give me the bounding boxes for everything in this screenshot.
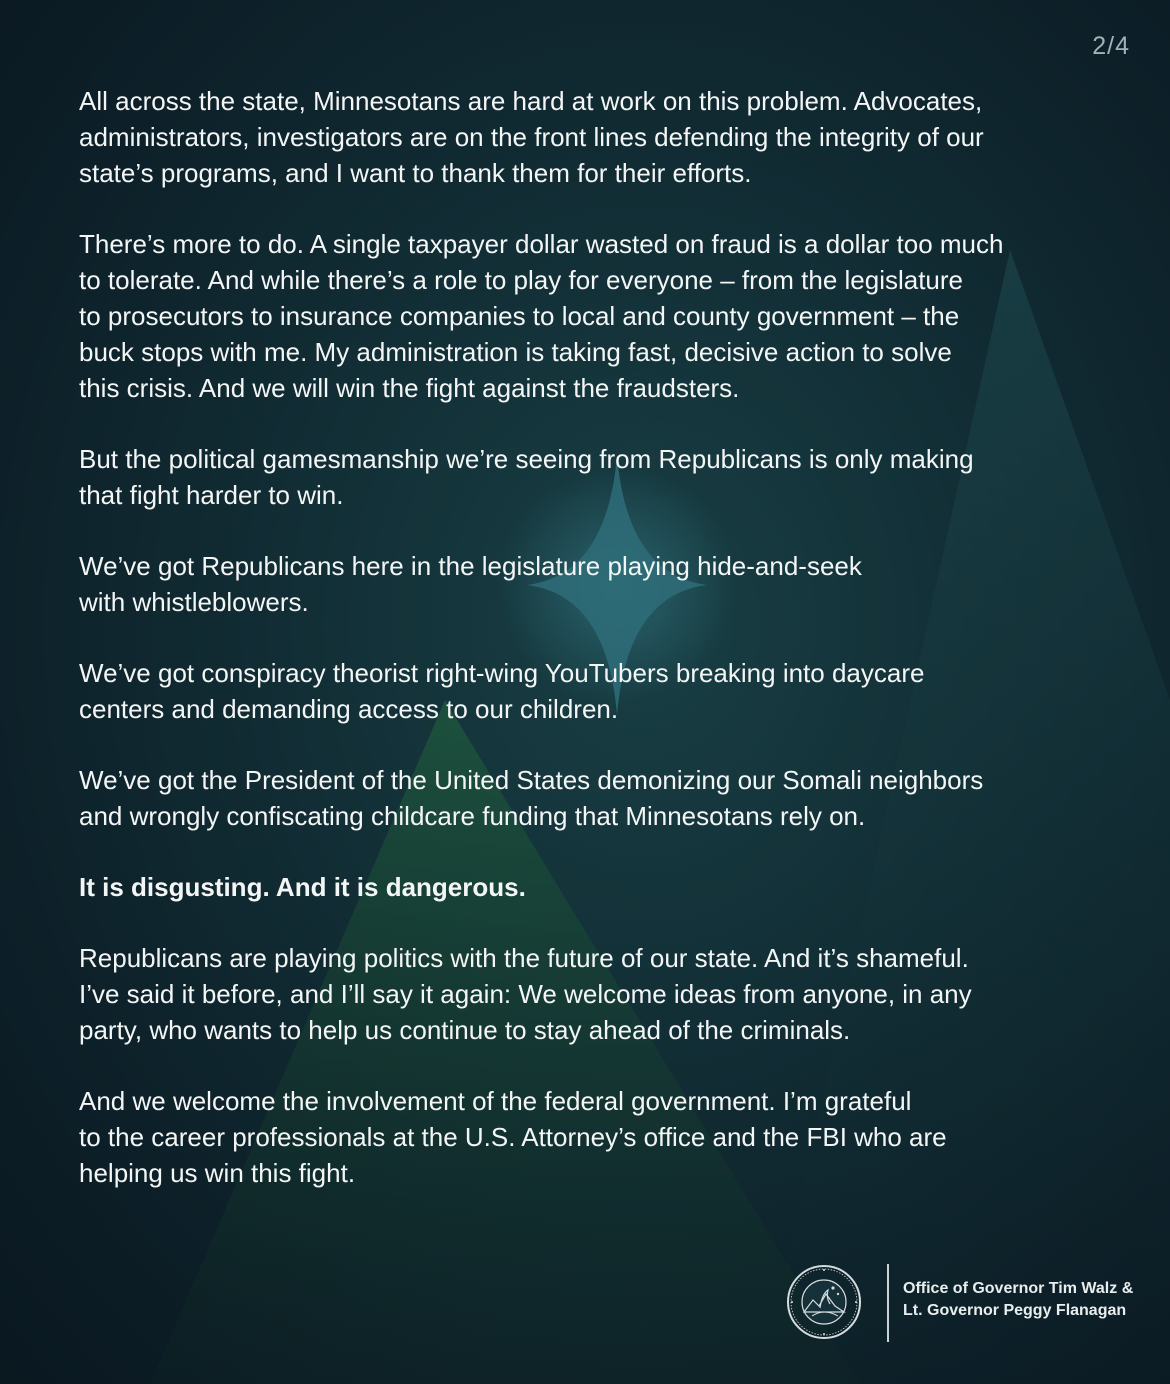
paragraph: We’ve got conspiracy theorist right-wing YouTubers breaking into daycare centers and demanding access to our children.: [79, 658, 925, 724]
paragraph: All across the state, Minnesotans are hard at work on this problem. Advocates, administrators, investigators are on the front lines defending the integrity of our state’s programs, and I want to thank them for their efforts.: [79, 86, 984, 188]
paragraph: There’s more to do. A single taxpayer dollar wasted on fraud is a dollar too much to tolerate. And while there’s a role to play for everyone – from the legislature to prosecutors to insurance companies to local and county government – the buck stops with me. My administration is taking fast, decisive action to solve this crisis. And we will win the fight against the fraudsters.: [79, 229, 1004, 403]
footer-divider: [887, 1264, 889, 1342]
state-seal-icon: [786, 1264, 862, 1340]
paragraph: But the political gamesmanship we’re seeing from Republicans is only making that fight harder to win.: [79, 444, 974, 510]
emphasis-paragraph: It is disgusting. And it is dangerous.: [79, 872, 526, 902]
statement-body: [79, 83, 1119, 1226]
office-signature: Office of Governor Tim Walz & Lt. Governor Peggy Flanagan: [903, 1280, 1134, 1319]
paragraph: We’ve got Republicans here in the legislature playing hide-and-seek with whistleblowers.: [79, 551, 862, 617]
page-counter: 2/4: [1092, 32, 1130, 60]
footer: [786, 1262, 1146, 1342]
paragraph: Republicans are playing politics with the future of our state. And it’s shameful. I’ve said it before, and I’ll say it again: We welcome ideas from anyone, in any party, who wants to help us continue to stay ahead of the criminals.: [79, 943, 972, 1045]
paragraph: We’ve got the President of the United States demonizing our Somali neighbors and wrongly confiscating childcare funding that Minnesotans rely on.: [79, 765, 984, 831]
paragraph: And we welcome the involvement of the federal government. I’m grateful to the career professionals at the U.S. Attorney’s office and the FBI who are helping us win this fight.: [79, 1086, 947, 1188]
